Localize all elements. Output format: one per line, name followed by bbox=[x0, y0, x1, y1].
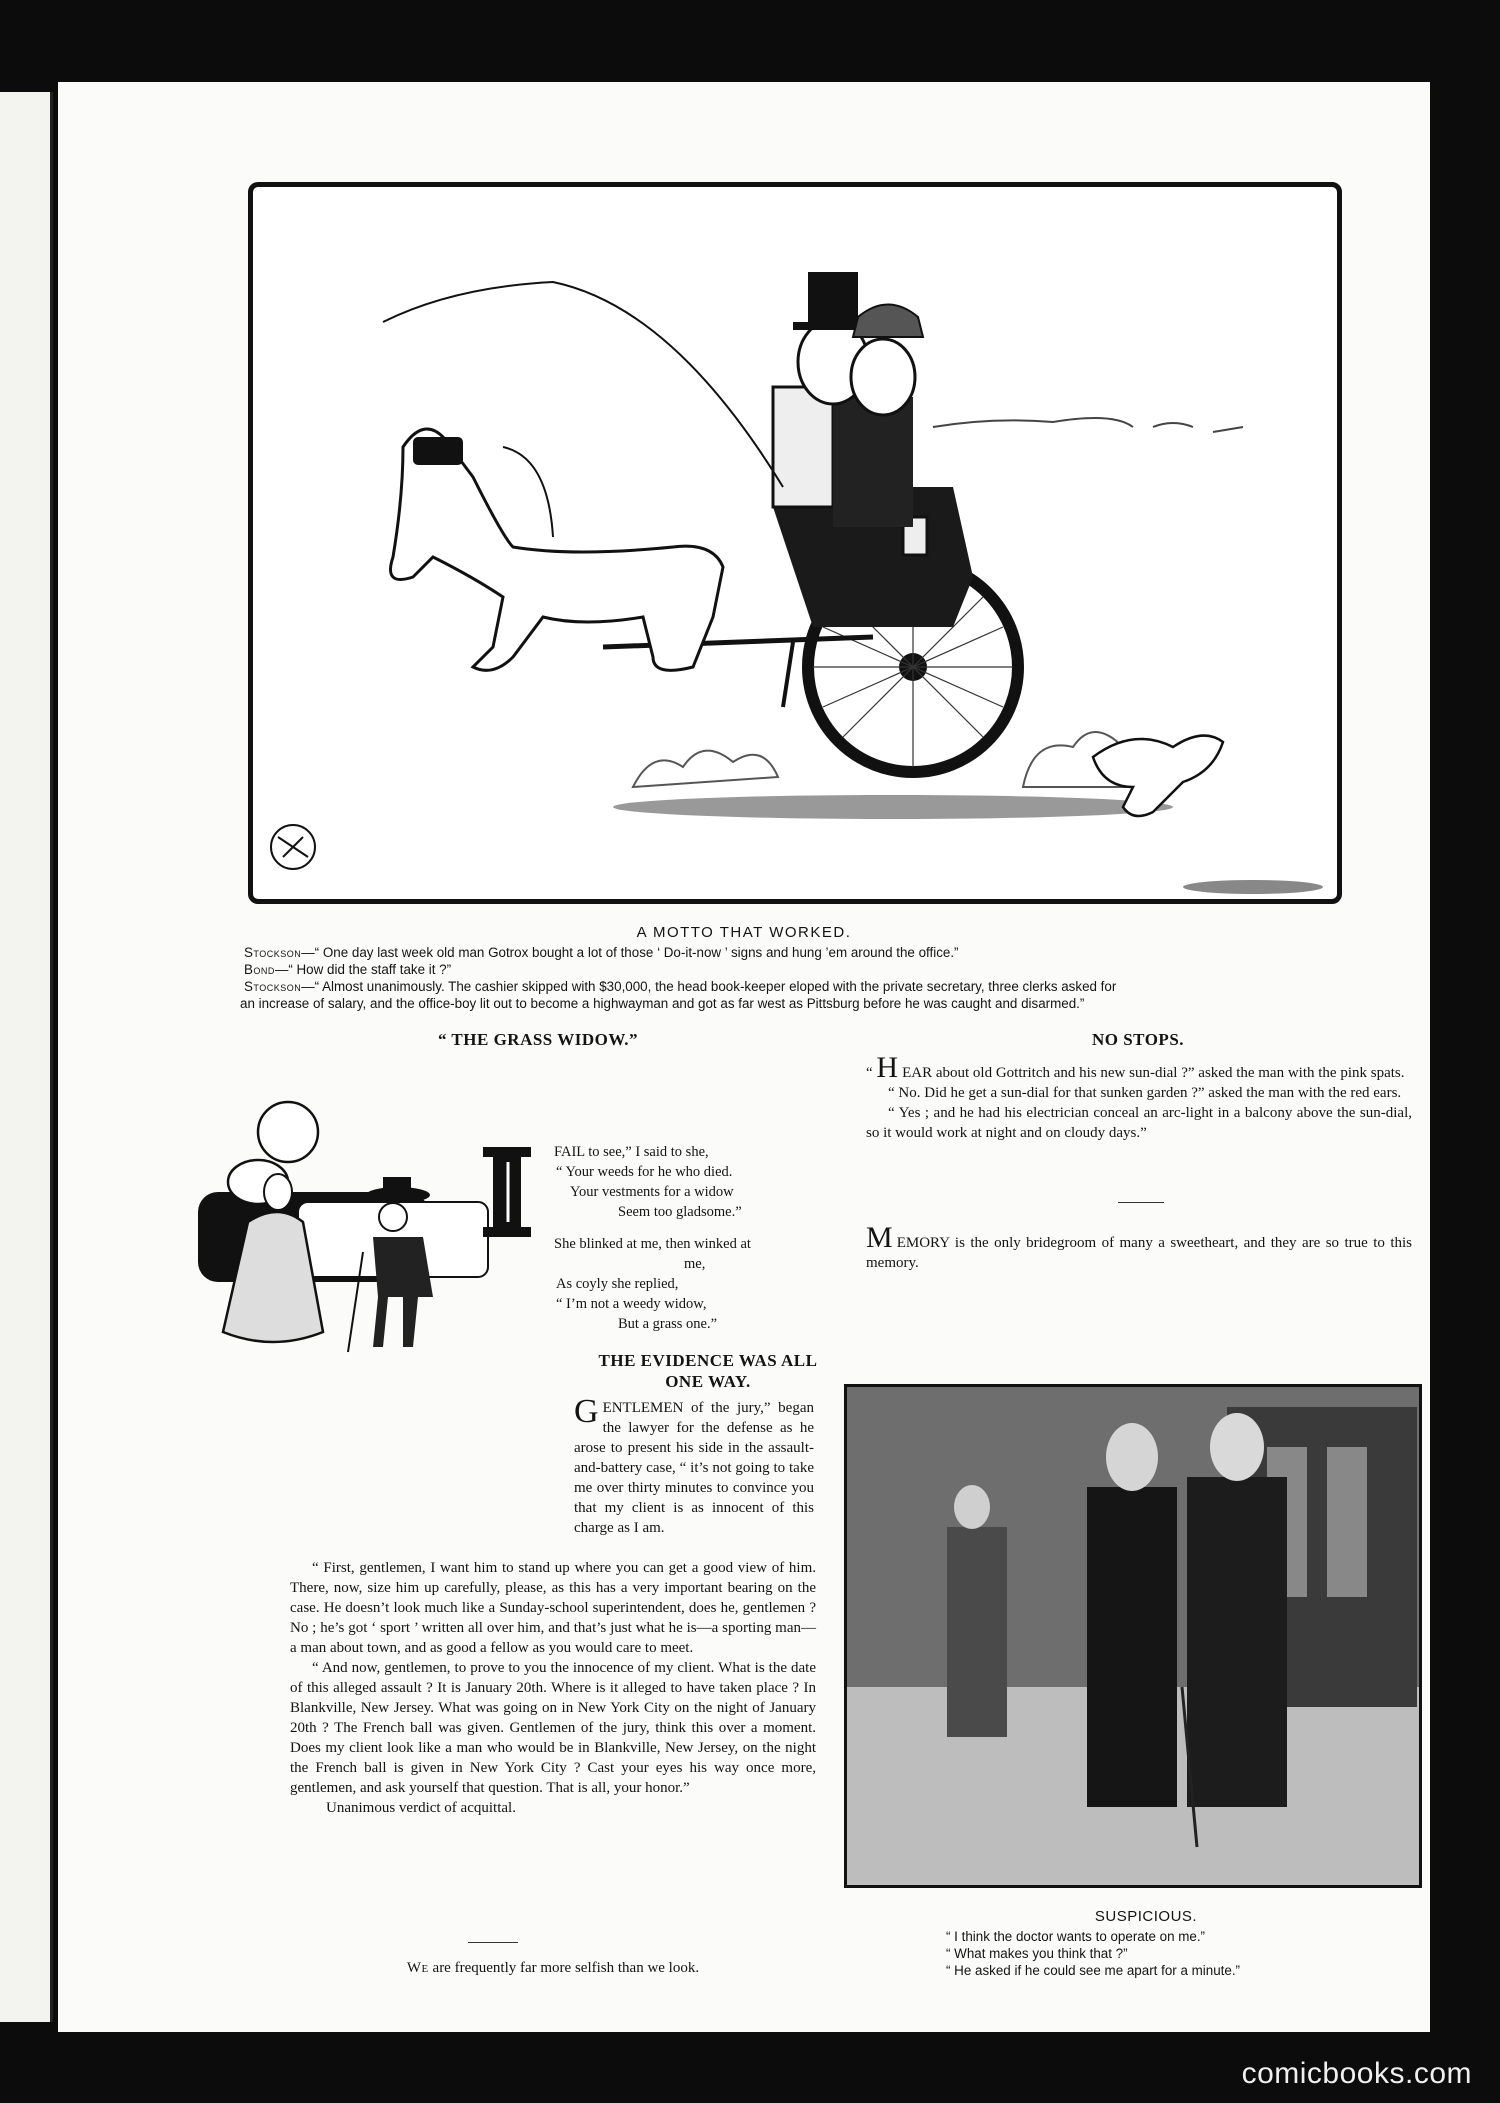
suspicious-title: SUSPICIOUS. bbox=[1094, 1908, 1198, 1925]
dropcap-m: M bbox=[866, 1221, 893, 1254]
grass-widow-illustration bbox=[188, 1072, 528, 1362]
facing-page-edge bbox=[0, 92, 53, 2022]
dialog-text: an increase of salary, and the office-boy lit out to become a highwayman and got as far west as Pittsburg before he was caught and disarmed.” bbox=[240, 996, 1085, 1011]
grass-widow-title: “ THE GRASS WIDOW.” bbox=[437, 1030, 639, 1049]
poem-line: As coyly she replied, bbox=[556, 1276, 679, 1292]
poem-line: “ I’m not a weedy widow, bbox=[556, 1296, 707, 1312]
memory-note bbox=[866, 1221, 1412, 1273]
carriage-cartoon-drawing bbox=[253, 187, 1337, 899]
suspicious-caption bbox=[946, 1908, 1346, 1979]
cartoon-dialog bbox=[240, 944, 1404, 1012]
cartoon-illustration bbox=[248, 182, 1342, 904]
suspicious-line: “ I think the doctor wants to operate on me.” bbox=[946, 1929, 1206, 1944]
poem-line: “ Your weeds for he who died. bbox=[556, 1164, 733, 1180]
evidence-first-paragraph-text: ENTLEMEN of the jury,” began the lawyer for the defense as he arose to present his side in the assault-and-battery case, “ it’s not going to take me over thirty minutes to convince you that my client is as innocent of this charge as I am. bbox=[574, 1400, 814, 1536]
divider bbox=[1118, 1202, 1164, 1203]
no-stops-first-text: EAR about old Gottritch and his new sun-dial ?” asked the man with the pink spats. bbox=[902, 1065, 1405, 1081]
selfish-note bbox=[290, 1958, 816, 1978]
ornate-letter-i-icon bbox=[478, 1142, 538, 1242]
evidence-title-line: THE EVIDENCE WAS ALL bbox=[598, 1351, 818, 1370]
evidence-verdict: Unanimous verdict of acquittal. bbox=[326, 1800, 516, 1816]
suspicious-illustration bbox=[844, 1384, 1422, 1888]
evidence-intro bbox=[574, 1393, 814, 1538]
poem-line: Seem too gladsome.” bbox=[618, 1204, 742, 1220]
grass-widow-poem bbox=[554, 1142, 854, 1334]
dropcap-h: H bbox=[876, 1051, 899, 1084]
speaker-name: Stockson bbox=[244, 945, 302, 960]
evidence-paragraph: “ First, gentlemen, I want him to stand up where you can get a good view of him. There, now, size him up carefully, please, as this has a very important bearing on the case. He doesn’t look much like a Sunday-school superintendent, does he, gentlemen ? No ; he’s got ‘ sport ’ written all over him, and that’s just what he is—a sporting man—a man about town, and as good a fellow as you would care to meet. bbox=[290, 1560, 816, 1656]
evidence-paragraph: “ And now, gentlemen, to prove to you the innocence of my client. What is the date of this alleged assault ? It is January 20th. Where is it alleged to have taken place ? In Blankville, New Jersey. What was going on in New York City on the night of January 20th ? The French ball was given. Gentlemen of the jury, think this over a moment. Does my client look like a man who would be in Blankville, New Jersey, on the night the French ball is given in New York City ? Cast your eyes his way once more, gentlemen, and ask yourself that question. That is all, your honor.” bbox=[290, 1660, 816, 1796]
speaker-name: Stockson bbox=[244, 979, 302, 994]
selfish-text: are frequently far more selfish than we look. bbox=[428, 1960, 700, 1976]
dialog-line bbox=[244, 944, 1404, 961]
no-stops-paragraph: “ Yes ; and he had his electrician conceal an arc-light in a balcony above the sun-dial, so it would work at night and on cloudy days.” bbox=[866, 1105, 1412, 1141]
speaker-name: Bond bbox=[244, 962, 275, 977]
poem-line: She blinked at me, then winked at bbox=[554, 1236, 751, 1252]
poem-line: me, bbox=[684, 1256, 706, 1272]
dialog-text: —“ One day last week old man Gotrox bought a lot of those ‘ Do-it-now ’ signs and hung ’em around the office.” bbox=[301, 945, 959, 960]
divider bbox=[468, 1942, 518, 1943]
evidence-title bbox=[558, 1350, 858, 1392]
cartoon-caption-title: A MOTTO THAT WORKED. bbox=[636, 924, 852, 941]
dialog-line bbox=[244, 978, 1404, 995]
two-men-talking-drawing bbox=[847, 1387, 1419, 1885]
no-stops-title: NO STOPS. bbox=[1091, 1030, 1185, 1049]
dialog-text: —“ How did the staff take it ?” bbox=[274, 962, 452, 977]
evidence-first-paragraph bbox=[574, 1393, 814, 1538]
dropcap-g: G bbox=[574, 1393, 599, 1430]
no-stops-first-paragraph: “ H EAR about old Gottritch and his new sun-dial ?” asked the man with the pink spats. bbox=[866, 1051, 1405, 1084]
no-stops-story bbox=[866, 1051, 1412, 1143]
selfish-lead: We bbox=[406, 1960, 429, 1976]
poem-line: FAIL to see,” I said to she, bbox=[554, 1144, 709, 1160]
evidence-title-line: ONE WAY. bbox=[665, 1372, 751, 1391]
poem-line: But a grass one.” bbox=[618, 1316, 718, 1332]
poem-line: Your vestments for a widow bbox=[570, 1184, 734, 1200]
memory-text: EMORY is the only bridegroom of many a sweetheart, and they are so true to this memory. bbox=[866, 1235, 1412, 1271]
dialog-text: —“ Almost unanimously. The cashier skipped with $30,000, the head book-keeper eloped with the private secretary, three clerks asked for bbox=[301, 979, 1117, 994]
dropcap-i bbox=[478, 1142, 548, 1242]
dialog-line bbox=[244, 961, 1404, 978]
evidence-body bbox=[290, 1558, 816, 1818]
no-stops-paragraph: “ No. Did he get a sun-dial for that sunken garden ?” asked the man with the red ears. bbox=[888, 1085, 1402, 1101]
suspicious-line: “ What makes you think that ?” bbox=[946, 1946, 1128, 1961]
watermark-link[interactable]: comicbooks.com bbox=[1241, 2057, 1472, 2090]
suspicious-line: “ He asked if he could see me apart for a minute.” bbox=[946, 1963, 1240, 1978]
dialog-line bbox=[240, 995, 1404, 1012]
magazine-page bbox=[58, 82, 1430, 2032]
